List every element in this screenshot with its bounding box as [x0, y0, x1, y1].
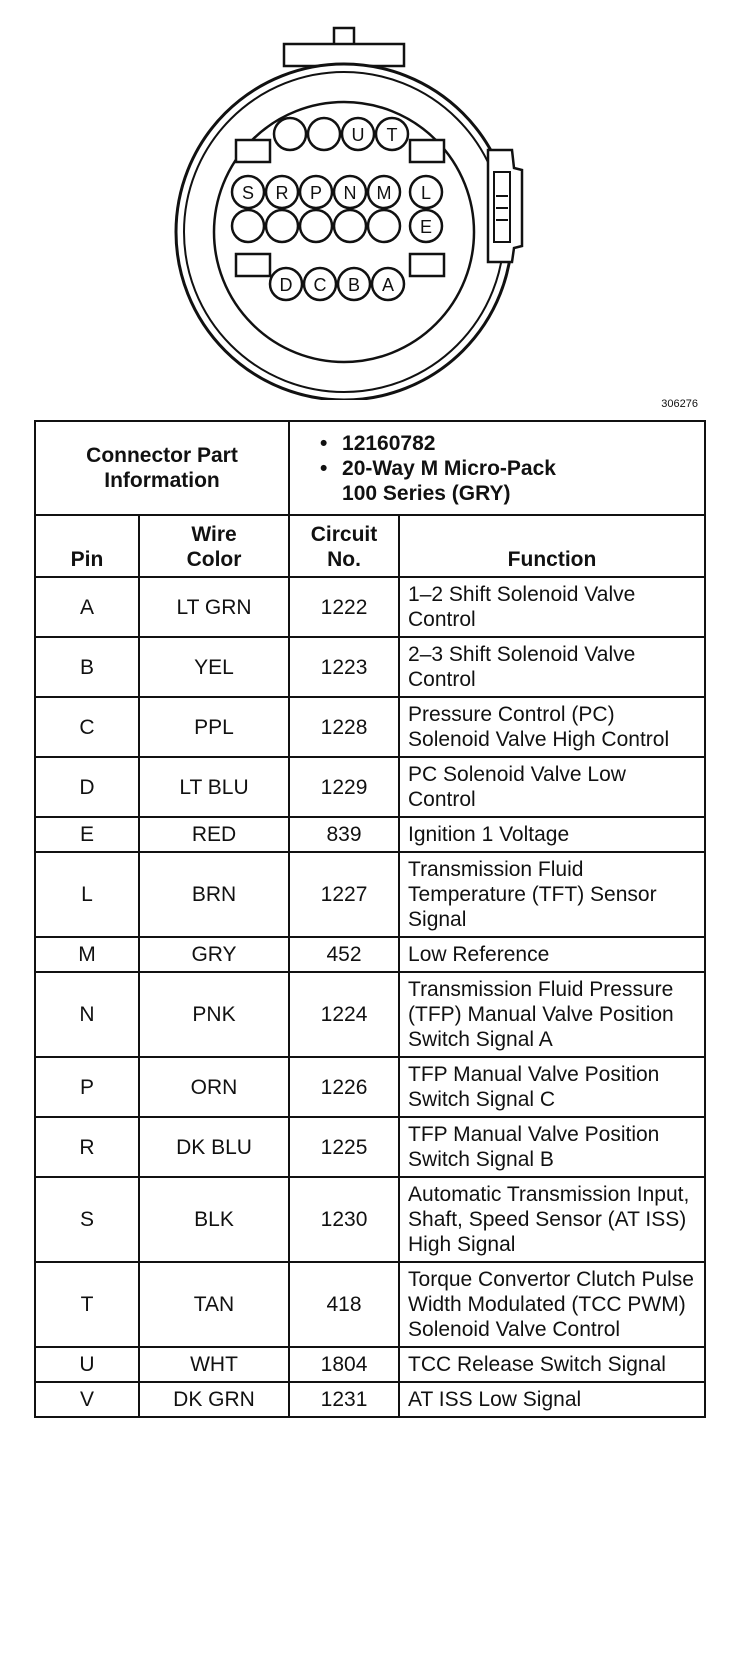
circuit-cell: 839 — [289, 817, 399, 852]
wire-color-cell: LT GRN — [139, 577, 289, 637]
circuit-cell: 1231 — [289, 1382, 399, 1417]
pin-cell: R — [35, 1117, 139, 1177]
pin-hole — [334, 210, 366, 242]
pin-rows — [35, 577, 705, 1417]
connector-pinout-table — [34, 420, 706, 1418]
wire-color-cell: DK GRN — [139, 1382, 289, 1417]
function-cell: Automatic Transmission Input, Shaft, Speed Sensor (AT ISS) High Signal — [399, 1177, 705, 1262]
pin-label-u: U — [351, 125, 365, 145]
circuit-cell: 1226 — [289, 1057, 399, 1117]
header-function: Function — [399, 515, 705, 577]
wire-color-cell: RED — [139, 817, 289, 852]
key-tab-tl — [236, 140, 270, 162]
wire-color-cell: YEL — [139, 637, 289, 697]
circuit-cell: 452 — [289, 937, 399, 972]
connector-type-line: • 20-Way M Micro-Pack — [320, 456, 556, 480]
table-row — [35, 637, 705, 697]
wire-color-cell: BRN — [139, 852, 289, 937]
pin-cell: P — [35, 1057, 139, 1117]
figure-id: 306276 — [661, 398, 698, 410]
part-number: 12160782 — [342, 431, 436, 455]
column-header-row — [35, 515, 705, 577]
pin-label-a: A — [381, 275, 395, 295]
table-row — [35, 852, 705, 937]
wire-color-cell: GRY — [139, 937, 289, 972]
connector-type: 20-Way M Micro-Pack — [342, 456, 556, 480]
circuit-cell: 1227 — [289, 852, 399, 937]
circuit-cell: 1224 — [289, 972, 399, 1057]
pin-cell: E — [35, 817, 139, 852]
table-row — [35, 817, 705, 852]
pin-cell: L — [35, 852, 139, 937]
pin-cell: T — [35, 1262, 139, 1347]
pin-label-r: R — [275, 183, 289, 203]
pin-cell: N — [35, 972, 139, 1057]
pin-cell: D — [35, 757, 139, 817]
pin-label-e: E — [419, 217, 433, 237]
table-row — [35, 1347, 705, 1382]
function-cell: Pressure Control (PC) Solenoid Valve High Control — [399, 697, 705, 757]
function-cell: TCC Release Switch Signal — [399, 1347, 705, 1382]
function-cell: Ignition 1 Voltage — [399, 817, 705, 852]
pin-label-m: M — [376, 183, 392, 203]
wire-color-cell: BLK — [139, 1177, 289, 1262]
pin-cell: S — [35, 1177, 139, 1262]
table-row — [35, 1117, 705, 1177]
circuit-cell: 1228 — [289, 697, 399, 757]
pin-cell: B — [35, 637, 139, 697]
function-cell: Torque Convertor Clutch Pulse Width Modulated (TCC PWM) Solenoid Valve Control — [399, 1262, 705, 1347]
pin-label-t: T — [386, 125, 398, 145]
function-cell: PC Solenoid Valve Low Control — [399, 757, 705, 817]
function-cell: AT ISS Low Signal — [399, 1382, 705, 1417]
pin-label-n: N — [343, 183, 357, 203]
table-row — [35, 697, 705, 757]
function-cell: 1–2 Shift Solenoid Valve Control — [399, 577, 705, 637]
wire-color-cell: ORN — [139, 1057, 289, 1117]
connector-diagram — [0, 0, 752, 400]
pin-cell: M — [35, 937, 139, 972]
function-cell: Transmission Fluid Temperature (TFT) Sensor Signal — [399, 852, 705, 937]
wire-color-cell: TAN — [139, 1262, 289, 1347]
table-row — [35, 972, 705, 1057]
circuit-cell: 1804 — [289, 1347, 399, 1382]
table-row — [35, 757, 705, 817]
table-row — [35, 577, 705, 637]
function-cell: TFP Manual Valve Position Switch Signal C — [399, 1057, 705, 1117]
pin-cell: V — [35, 1382, 139, 1417]
wire-color-cell: PPL — [139, 697, 289, 757]
connector-info-label: Connector Part Information — [35, 421, 289, 515]
circuit-cell: 1222 — [289, 577, 399, 637]
part-number-line: • 12160782 — [320, 431, 436, 455]
header-pin: Pin — [35, 515, 139, 577]
key-tab-tr — [410, 140, 444, 162]
wire-color-cell: WHT — [139, 1347, 289, 1382]
function-cell: 2–3 Shift Solenoid Valve Control — [399, 637, 705, 697]
connector-info-row — [35, 421, 705, 515]
pin-hole — [300, 210, 332, 242]
pin-hole — [308, 118, 340, 150]
pin-hole — [232, 210, 264, 242]
connector-series: 100 Series (GRY) — [342, 481, 511, 505]
pin-cell: C — [35, 697, 139, 757]
pin-label-b: B — [347, 275, 361, 295]
table-row — [35, 1057, 705, 1117]
function-cell: Low Reference — [399, 937, 705, 972]
table-row — [35, 1262, 705, 1347]
wire-color-cell: PNK — [139, 972, 289, 1057]
key-tab-br — [410, 254, 444, 276]
circuit-cell: 1229 — [289, 757, 399, 817]
pin-label-p: P — [309, 183, 323, 203]
pin-hole — [274, 118, 306, 150]
header-circuit-no: Circuit No. — [289, 515, 399, 577]
function-cell: TFP Manual Valve Position Switch Signal B — [399, 1117, 705, 1177]
table-row — [35, 937, 705, 972]
pin-label-c: C — [313, 275, 327, 295]
circuit-cell: 1225 — [289, 1117, 399, 1177]
pin-cell: A — [35, 577, 139, 637]
key-tab-bl — [236, 254, 270, 276]
header-wire-color: Wire Color — [139, 515, 289, 577]
circuit-cell: 1230 — [289, 1177, 399, 1262]
pin-hole — [368, 210, 400, 242]
table-row — [35, 1177, 705, 1262]
function-cell: Transmission Fluid Pressure (TFP) Manual Valve Position Switch Signal A — [399, 972, 705, 1057]
table-row — [35, 1382, 705, 1417]
wire-color-cell: LT BLU — [139, 757, 289, 817]
pin-label-s: S — [241, 183, 255, 203]
pin-label-l: L — [420, 183, 432, 203]
pin-hole — [266, 210, 298, 242]
pin-cell: U — [35, 1347, 139, 1382]
pin-label-d: D — [279, 275, 293, 295]
wire-color-cell: DK BLU — [139, 1117, 289, 1177]
circuit-cell: 418 — [289, 1262, 399, 1347]
circuit-cell: 1223 — [289, 637, 399, 697]
connector-info-values — [289, 421, 705, 515]
